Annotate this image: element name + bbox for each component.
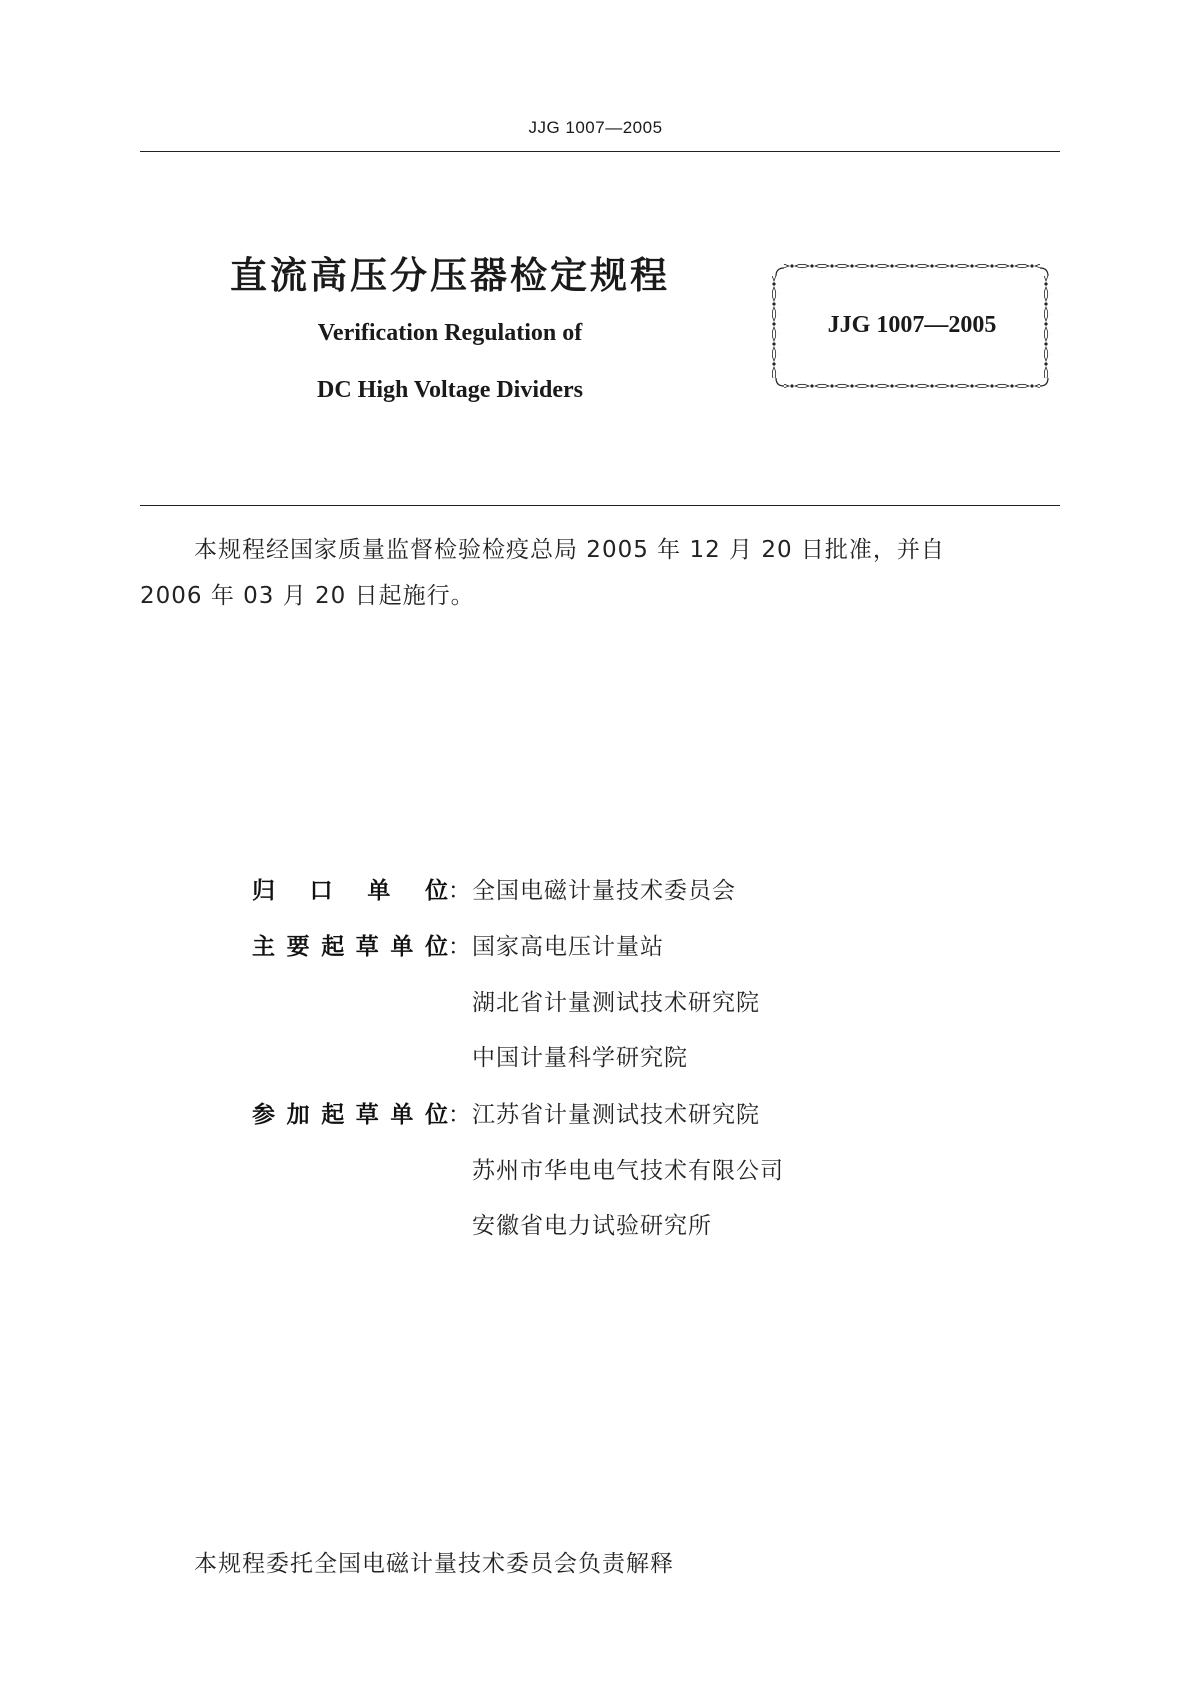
responsible-unit-colon: ： <box>448 878 471 904</box>
title-english-line1: Verification Regulation of <box>317 320 583 346</box>
participating-drafting-label: 参加起草单位 <box>252 1102 448 1128</box>
main-drafting-unit-2: 湖北省计量测试技术研究院 <box>472 990 760 1016</box>
main-drafting-unit-1: 国家高电压计量站 <box>472 934 664 960</box>
title-english-line2: DC High Voltage Dividers <box>316 377 583 403</box>
main-drafting-label: 主要起草单位 <box>252 934 448 960</box>
main-drafting-colon: ： <box>448 934 471 960</box>
interpretation-note: 本规程委托全国电磁计量技术委员会负责解释 <box>194 1551 674 1577</box>
participating-drafting-unit-2: 苏州市华电电气技术有限公司 <box>472 1158 784 1184</box>
title-section-rule <box>140 505 1060 506</box>
participating-drafting-unit-3: 安徽省电力试验研究所 <box>472 1213 712 1239</box>
main-drafting-unit-3: 中国计量科学研究院 <box>472 1045 688 1071</box>
approval-line-1: 本规程经国家质量监督检验检疫总局 2005 年 12 月 20 日批准，并自 <box>194 537 945 563</box>
title-chinese: 直流高压分压器检定规程 <box>230 254 670 297</box>
participating-drafting-colon: ： <box>448 1102 471 1128</box>
participating-drafting-unit-1: 江苏省计量测试技术研究院 <box>472 1102 760 1128</box>
approval-line-2: 2006 年 03 月 20 日起施行。 <box>140 583 475 609</box>
responsible-unit-value: 全国电磁计量技术委员会 <box>472 878 736 904</box>
approval-paragraph <box>140 527 1060 619</box>
responsible-unit-label: 归口单位 <box>252 878 448 904</box>
header-rule <box>140 151 1060 152</box>
running-header: JJG 1007—2005 <box>528 118 663 137</box>
code-box-text: JJG 1007—2005 <box>827 312 997 338</box>
